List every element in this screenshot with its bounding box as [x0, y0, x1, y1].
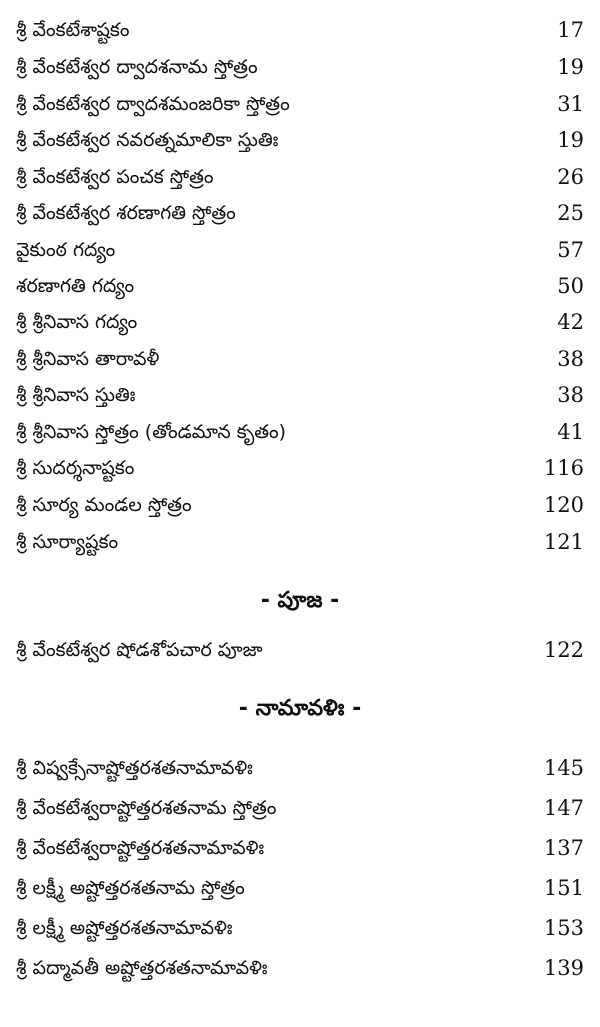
- toc-entry: [16, 912, 584, 944]
- entry-page: 19: [557, 128, 584, 152]
- section-heading-namavali: - నామావళిః -: [238, 696, 362, 721]
- entry-page: 151: [543, 876, 584, 900]
- entry-title: శ్రీ పద్మావతీ అష్టోత్తరశతనామావళిః: [16, 957, 268, 979]
- toc-entry: [16, 234, 584, 266]
- entry-title: వైకుంఠ గద్యం: [16, 239, 116, 261]
- entry-title: శ్రీ శ్రీనివాస తారావళీ: [16, 348, 160, 370]
- entry-page: 25: [557, 201, 584, 225]
- toc-entry: [16, 379, 584, 411]
- entry-page: 122: [543, 638, 584, 662]
- entry-page: 19: [557, 55, 584, 79]
- entry-page: 145: [543, 756, 584, 780]
- entry-title: శ్రీ వేంకటేశ్వరాష్టోత్తరశతనామ స్తోత్రం: [16, 797, 277, 819]
- toc-entry: [16, 634, 584, 666]
- entry-page: 57: [557, 238, 584, 262]
- toc-entry: [16, 124, 584, 156]
- section-heading-puja: - పూజ -: [260, 588, 340, 613]
- entry-page: 31: [557, 92, 584, 116]
- entry-title: శ్రీ శ్రీనివాస గద్యం: [16, 311, 138, 333]
- toc-entry: [16, 832, 584, 864]
- toc-entry: [16, 452, 584, 484]
- toc-entry: [16, 51, 584, 83]
- entry-title: శ్రీ సుదర్శనాష్టకం: [16, 457, 135, 479]
- entry-title: శ్రీ వేంకటేశ్వర పంచక స్తోత్రం: [16, 166, 214, 188]
- entry-title: శరణాగతి గద్యం: [16, 275, 135, 297]
- entry-page: 42: [557, 310, 584, 334]
- entry-title: శ్రీ వేంకటేశాష్టకం: [16, 19, 130, 41]
- entry-page: 116: [543, 456, 584, 480]
- entry-title: శ్రీ లక్ష్మీ అష్టోత్తరశతనామ స్తోత్రం: [16, 877, 245, 899]
- entry-title: శ్రీ వేంకటేశ్వరాష్టోత్తరశతనామావళిః: [16, 837, 265, 859]
- toc-entry: [16, 306, 584, 338]
- entry-page: 147: [543, 796, 584, 820]
- toc-entry: [16, 872, 584, 904]
- entry-title: శ్రీ విష్వక్సేనాష్టోత్తరశతనామావళిః: [16, 757, 253, 779]
- entry-title: శ్రీ వేంకటేశ్వర షోడశోపచార పూజా: [16, 639, 263, 661]
- toc-entry: [16, 489, 584, 521]
- toc-entry: [16, 14, 584, 46]
- toc-entry: [16, 952, 584, 984]
- entry-page: 120: [543, 493, 584, 517]
- toc-entry: [16, 752, 584, 784]
- entry-page: 121: [543, 530, 584, 554]
- entry-page: 17: [557, 18, 584, 42]
- entry-page: 38: [557, 383, 584, 407]
- entry-title: శ్రీ వేంకటేశ్వర ద్వాదశనామ స్తోత్రం: [16, 56, 258, 78]
- entry-title: శ్రీ సూర్యాష్టకం: [16, 531, 119, 553]
- entry-title: శ్రీ వేంకటేశ్వర నవరత్నమాలికా స్తుతిః: [16, 129, 279, 151]
- entry-page: 50: [557, 274, 584, 298]
- entry-page: 139: [543, 956, 584, 980]
- entry-page: 41: [557, 420, 584, 444]
- entry-page: 153: [543, 916, 584, 940]
- entry-page: 38: [557, 347, 584, 371]
- entry-title: శ్రీ వేంకటేశ్వర ద్వాదశమంజరికా స్తోత్రం: [16, 93, 290, 115]
- entry-title: శ్రీ లక్ష్మీ అష్టోత్తరశతనామావళిః: [16, 917, 233, 939]
- entry-page: 137: [543, 836, 584, 860]
- toc-entry: [16, 270, 584, 302]
- toc-entry: [16, 197, 584, 229]
- entry-title: శ్రీ వేంకటేశ్వర శరణాగతి స్తోత్రం: [16, 202, 236, 224]
- toc-entry: [16, 526, 584, 558]
- toc-entry: [16, 792, 584, 824]
- entry-title: శ్రీ సూర్య మండల స్తోత్రం: [16, 494, 192, 516]
- toc-entry: [16, 161, 584, 193]
- entry-title: శ్రీ శ్రీనివాస స్తుతిః: [16, 384, 136, 406]
- toc-entry: [16, 416, 584, 448]
- entry-title: శ్రీ శ్రీనివాస స్తోత్రం (తోండమాన కృతం): [16, 421, 287, 443]
- entry-page: 26: [557, 165, 584, 189]
- toc-entry: [16, 343, 584, 375]
- toc-entry: [16, 88, 584, 120]
